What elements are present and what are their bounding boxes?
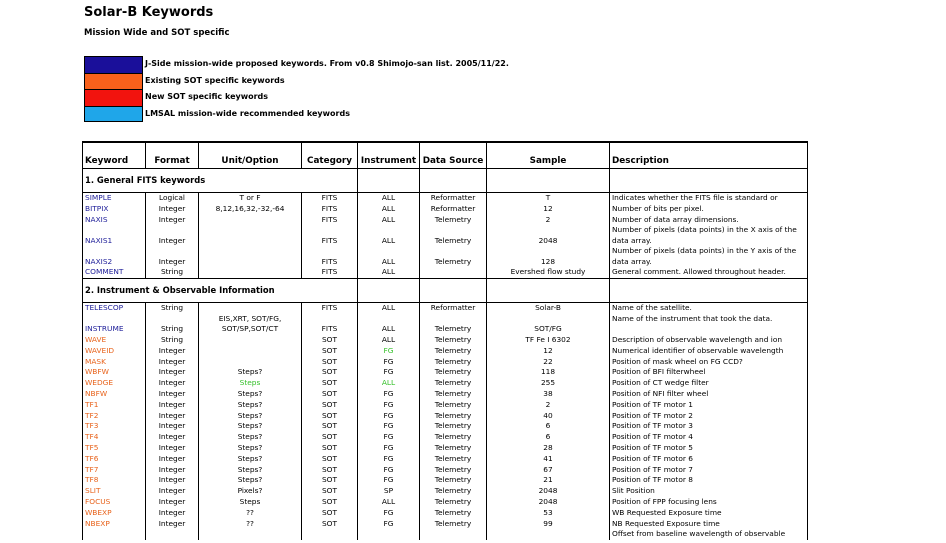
table-row <box>83 378 808 389</box>
sample-cell: Evershed flow study <box>487 267 610 278</box>
format-cell: Integer <box>146 215 199 226</box>
legend-item <box>84 89 714 106</box>
format-cell: String <box>146 335 199 346</box>
format-cell: Integer <box>146 367 199 378</box>
format-cell: Integer <box>146 486 199 497</box>
section-filler-cell <box>610 169 808 193</box>
sample-cell: 41 <box>487 454 610 465</box>
instrument-cell: ALL <box>358 378 420 389</box>
keyword-cell: TF6 <box>83 454 146 465</box>
source-cell: Telemetry <box>420 432 487 443</box>
category-cell: SOT <box>302 454 358 465</box>
instrument-cell: FG <box>358 357 420 368</box>
keyword-cell: NBEXP <box>83 519 146 530</box>
table-row <box>83 335 808 346</box>
instrument-cell: FG <box>358 508 420 519</box>
page-title: Solar-B Keywords <box>84 5 214 20</box>
description-cell: Position of TF motor 3 <box>610 421 808 432</box>
format-cell: Integer <box>146 400 199 411</box>
sample-cell: 2048 <box>487 486 610 497</box>
sample-cell: 38 <box>487 389 610 400</box>
column-header-category: Category <box>302 142 358 169</box>
instrument-cell <box>358 529 420 540</box>
description-cell: Numerical identifier of observable wavelength <box>610 346 808 357</box>
sample-cell: 40 <box>487 411 610 422</box>
sample-cell: 255 <box>487 378 610 389</box>
unit-cell: Steps? <box>199 411 302 422</box>
category-cell: SOT <box>302 421 358 432</box>
source-cell: Reformatter <box>420 204 487 215</box>
column-header-sample: Sample <box>487 142 610 169</box>
description-cell: Number of bits per pixel. <box>610 204 808 215</box>
keyword-cell: FOCUS <box>83 497 146 508</box>
sample-cell: 99 <box>487 519 610 530</box>
source-cell: Telemetry <box>420 508 487 519</box>
section-filler-cell <box>487 169 610 193</box>
sample-cell: 2 <box>487 215 610 226</box>
table-row <box>83 443 808 454</box>
table-row <box>83 432 808 443</box>
table-row <box>83 225 808 246</box>
source-cell: Telemetry <box>420 215 487 226</box>
source-cell: Telemetry <box>420 246 487 267</box>
section-header-row <box>83 279 808 303</box>
format-cell: Integer <box>146 497 199 508</box>
sample-cell: 67 <box>487 465 610 476</box>
source-cell: Telemetry <box>420 411 487 422</box>
sample-cell: 53 <box>487 508 610 519</box>
source-cell: Telemetry <box>420 335 487 346</box>
unit-cell: ?? <box>199 508 302 519</box>
section-filler-cell <box>358 279 420 303</box>
sample-cell: 2048 <box>487 225 610 246</box>
source-cell: Telemetry <box>420 314 487 335</box>
description-cell: Offset from baseline wavelength of observable <box>610 529 808 540</box>
unit-cell <box>199 215 302 226</box>
unit-cell: Steps <box>199 378 302 389</box>
legend-swatch <box>84 89 143 106</box>
page-subtitle: Mission Wide and SOT specific <box>84 28 230 38</box>
unit-cell <box>199 346 302 357</box>
unit-cell: Steps? <box>199 443 302 454</box>
unit-cell <box>199 225 302 246</box>
sample-cell: 2 <box>487 400 610 411</box>
format-cell: Integer <box>146 519 199 530</box>
format-cell: Integer <box>146 432 199 443</box>
source-cell: Telemetry <box>420 443 487 454</box>
keyword-cell: TF5 <box>83 443 146 454</box>
category-cell: SOT <box>302 443 358 454</box>
format-cell: Integer <box>146 346 199 357</box>
instrument-cell: FG <box>358 443 420 454</box>
format-cell: Integer <box>146 465 199 476</box>
category-cell: SOT <box>302 378 358 389</box>
unit-cell <box>199 335 302 346</box>
column-header-description: Description <box>610 142 808 169</box>
section-filler-cell <box>302 279 358 303</box>
instrument-cell: FG <box>358 400 420 411</box>
unit-cell: Steps? <box>199 454 302 465</box>
section-filler-cell <box>199 169 302 193</box>
unit-cell: Steps? <box>199 432 302 443</box>
source-cell: Telemetry <box>420 421 487 432</box>
sample-cell: 2048 <box>487 497 610 508</box>
source-cell <box>420 267 487 278</box>
sample-cell: 28 <box>487 443 610 454</box>
unit-cell <box>199 303 302 314</box>
description-cell: Position of mask wheel on FG CCD? <box>610 357 808 368</box>
instrument-cell: ALL <box>358 246 420 267</box>
unit-cell: Steps? <box>199 465 302 476</box>
description-cell: Number of data array dimensions. <box>610 215 808 226</box>
category-cell: FITS <box>302 225 358 246</box>
keyword-cell: NAXIS <box>83 215 146 226</box>
section-filler-cell <box>358 169 420 193</box>
instrument-cell: ALL <box>358 215 420 226</box>
description-cell: Position of TF motor 4 <box>610 432 808 443</box>
legend-item <box>84 106 714 123</box>
source-cell: Telemetry <box>420 225 487 246</box>
keyword-cell: MASK <box>83 357 146 368</box>
sample-cell: 6 <box>487 432 610 443</box>
unit-cell: T or F <box>199 193 302 204</box>
instrument-cell: ALL <box>358 225 420 246</box>
table-row <box>83 529 808 540</box>
column-header-unit: Unit/Option <box>199 142 302 169</box>
keyword-cell: TF8 <box>83 475 146 486</box>
instrument-cell: FG <box>358 346 420 357</box>
legend-item <box>84 73 714 90</box>
unit-cell <box>199 529 302 540</box>
instrument-cell: FG <box>358 519 420 530</box>
table-row <box>83 215 808 226</box>
instrument-cell: FG <box>358 454 420 465</box>
section-filler-cell <box>302 169 358 193</box>
sample-cell: 21 <box>487 475 610 486</box>
keyword-cell: WAVEID <box>83 346 146 357</box>
category-cell: FITS <box>302 215 358 226</box>
description-cell: Position of TF motor 7 <box>610 465 808 476</box>
section-filler-cell <box>487 279 610 303</box>
unit-cell: ?? <box>199 519 302 530</box>
column-header-format: Format <box>146 142 199 169</box>
description-cell: Position of TF motor 8 <box>610 475 808 486</box>
instrument-cell: FG <box>358 432 420 443</box>
category-cell: SOT <box>302 346 358 357</box>
category-cell: SOT <box>302 486 358 497</box>
sample-cell: SOT/FG <box>487 314 610 335</box>
keyword-cell: SLIT <box>83 486 146 497</box>
description-cell: General comment. Allowed throughout header. <box>610 267 808 278</box>
category-cell: FITS <box>302 267 358 278</box>
category-cell: SOT <box>302 411 358 422</box>
category-cell: SOT <box>302 357 358 368</box>
category-cell: SOT <box>302 465 358 476</box>
unit-cell: 8,12,16,32,-32,-64 <box>199 204 302 215</box>
format-cell: Integer <box>146 443 199 454</box>
keyword-cell: WBFW <box>83 367 146 378</box>
description-cell: Position of TF motor 5 <box>610 443 808 454</box>
column-header-instrument: Instrument <box>358 142 420 169</box>
keyword-cell: NAXIS1 <box>83 225 146 246</box>
table-row <box>83 357 808 368</box>
category-cell: SOT <box>302 432 358 443</box>
keyword-cell: TF7 <box>83 465 146 476</box>
table-row <box>83 497 808 508</box>
table-row <box>83 346 808 357</box>
format-cell: Integer <box>146 475 199 486</box>
description-cell: Name of the instrument that took the data. <box>610 314 808 335</box>
format-cell: Integer <box>146 508 199 519</box>
sample-cell: 12 <box>487 204 610 215</box>
source-cell: Reformatter <box>420 303 487 314</box>
format-cell: Integer <box>146 225 199 246</box>
table-body <box>83 169 808 541</box>
sample-cell: 6 <box>487 421 610 432</box>
source-cell: Telemetry <box>420 475 487 486</box>
description-cell: Description of observable wavelength and ion <box>610 335 808 346</box>
keyword-cell: TELESCOP <box>83 303 146 314</box>
instrument-cell: ALL <box>358 267 420 278</box>
table-row <box>83 400 808 411</box>
format-cell <box>146 529 199 540</box>
keyword-cell: TF2 <box>83 411 146 422</box>
description-cell: Position of TF motor 6 <box>610 454 808 465</box>
instrument-cell: ALL <box>358 497 420 508</box>
description-cell: Number of pixels (data points) in the Y axis of the data array. <box>610 246 808 267</box>
keywords-table <box>82 141 808 540</box>
unit-cell <box>199 246 302 267</box>
table-row <box>83 314 808 335</box>
color-legend <box>84 56 714 122</box>
table-row <box>83 411 808 422</box>
unit-cell: Steps? <box>199 367 302 378</box>
sample-cell: 118 <box>487 367 610 378</box>
keyword-cell: WEDGE <box>83 378 146 389</box>
table-row <box>83 454 808 465</box>
format-cell: Logical <box>146 193 199 204</box>
description-cell: Position of CT wedge filter <box>610 378 808 389</box>
table-row <box>83 204 808 215</box>
keyword-cell: WBEXP <box>83 508 146 519</box>
instrument-cell: SP <box>358 486 420 497</box>
source-cell: Telemetry <box>420 389 487 400</box>
instrument-cell: ALL <box>358 204 420 215</box>
keyword-cell: TF4 <box>83 432 146 443</box>
instrument-cell: ALL <box>358 335 420 346</box>
unit-cell: Steps <box>199 497 302 508</box>
source-cell: Telemetry <box>420 357 487 368</box>
source-cell: Telemetry <box>420 400 487 411</box>
legend-label: New SOT specific keywords <box>145 92 269 101</box>
description-cell: Number of pixels (data points) in the X axis of the data array. <box>610 225 808 246</box>
legend-swatch <box>84 73 143 90</box>
table-row <box>83 389 808 400</box>
keyword-cell: SIMPLE <box>83 193 146 204</box>
sample-cell <box>487 529 610 540</box>
table-row <box>83 267 808 278</box>
format-cell: Integer <box>146 411 199 422</box>
table-row <box>83 465 808 476</box>
table-row <box>83 246 808 267</box>
source-cell: Telemetry <box>420 367 487 378</box>
table-row <box>83 421 808 432</box>
source-cell: Telemetry <box>420 378 487 389</box>
category-cell: SOT <box>302 497 358 508</box>
section-filler-cell <box>420 169 487 193</box>
unit-cell: Steps? <box>199 475 302 486</box>
category-cell: SOT <box>302 400 358 411</box>
legend-label: Existing SOT specific keywords <box>145 75 285 85</box>
instrument-cell: FG <box>358 389 420 400</box>
source-cell: Telemetry <box>420 486 487 497</box>
unit-cell: Steps? <box>199 400 302 411</box>
unit-cell: Steps? <box>199 389 302 400</box>
instrument-cell: FG <box>358 421 420 432</box>
table-header-row <box>83 142 808 169</box>
sample-cell: TF Fe I 6302 <box>487 335 610 346</box>
category-cell: SOT <box>302 389 358 400</box>
description-cell: NB Requested Exposure time <box>610 519 808 530</box>
keyword-cell <box>83 529 146 540</box>
category-cell: SOT <box>302 475 358 486</box>
legend-swatch <box>84 106 143 123</box>
source-cell: Telemetry <box>420 346 487 357</box>
section-title: 1. General FITS keywords <box>83 169 146 193</box>
category-cell: FITS <box>302 246 358 267</box>
sample-cell: 12 <box>487 346 610 357</box>
instrument-cell: FG <box>358 475 420 486</box>
table-row <box>83 475 808 486</box>
unit-cell: Pixels? <box>199 486 302 497</box>
format-cell: Integer <box>146 246 199 267</box>
column-header-source: Data Source <box>420 142 487 169</box>
table-row <box>83 367 808 378</box>
sample-cell: 128 <box>487 246 610 267</box>
category-cell: FITS <box>302 204 358 215</box>
description-cell: Position of NFI filter wheel <box>610 389 808 400</box>
table-row <box>83 486 808 497</box>
table-row <box>83 508 808 519</box>
keyword-cell: INSTRUME <box>83 314 146 335</box>
description-cell: Position of TF motor 1 <box>610 400 808 411</box>
format-cell: Integer <box>146 378 199 389</box>
instrument-cell: ALL <box>358 303 420 314</box>
section-filler-cell <box>420 279 487 303</box>
section-title: 2. Instrument & Observable Information <box>83 279 146 303</box>
category-cell: FITS <box>302 193 358 204</box>
description-cell: Slit Position <box>610 486 808 497</box>
keyword-cell: WAVE <box>83 335 146 346</box>
table-row <box>83 303 808 314</box>
format-cell: Integer <box>146 389 199 400</box>
format-cell: Integer <box>146 421 199 432</box>
source-cell: Telemetry <box>420 497 487 508</box>
table-row <box>83 193 808 204</box>
category-cell: SOT <box>302 508 358 519</box>
sample-cell: 22 <box>487 357 610 368</box>
format-cell: Integer <box>146 454 199 465</box>
section-header-row <box>83 169 808 193</box>
format-cell: String <box>146 267 199 278</box>
legend-swatch <box>84 56 143 73</box>
category-cell: SOT <box>302 367 358 378</box>
description-cell: Position of BFI filterwheel <box>610 367 808 378</box>
instrument-cell: ALL <box>358 314 420 335</box>
keyword-cell: TF3 <box>83 421 146 432</box>
category-cell: FITS <box>302 314 358 335</box>
instrument-cell: FG <box>358 367 420 378</box>
description-cell: Name of the satellite. <box>610 303 808 314</box>
keyword-cell: TF1 <box>83 400 146 411</box>
sample-cell: T <box>487 193 610 204</box>
source-cell <box>420 529 487 540</box>
unit-cell: EIS,XRT, SOT/FG, SOT/SP,SOT/CT <box>199 314 302 335</box>
legend-label: LMSAL mission-wide recommended keywords <box>145 108 350 118</box>
description-cell: Position of FPP focusing lens <box>610 497 808 508</box>
instrument-cell: ALL <box>358 193 420 204</box>
source-cell: Telemetry <box>420 454 487 465</box>
format-cell: Integer <box>146 204 199 215</box>
category-cell: SOT <box>302 519 358 530</box>
sample-cell: Solar-B <box>487 303 610 314</box>
instrument-cell: FG <box>358 465 420 476</box>
unit-cell <box>199 357 302 368</box>
instrument-cell: FG <box>358 411 420 422</box>
category-cell: FITS <box>302 303 358 314</box>
description-cell: Position of TF motor 2 <box>610 411 808 422</box>
format-cell: String <box>146 314 199 335</box>
format-cell: String <box>146 303 199 314</box>
legend-label: J-Side mission-wide proposed keywords. From v0.8 Shimojo-san list. 2005/11/22. <box>145 59 509 68</box>
legend-item <box>84 56 714 73</box>
section-filler-cell <box>610 279 808 303</box>
unit-cell: Steps? <box>199 421 302 432</box>
keyword-cell: COMMENT <box>83 267 146 278</box>
table-row <box>83 519 808 530</box>
keyword-cell: BITPIX <box>83 204 146 215</box>
category-cell <box>302 529 358 540</box>
column-header-keyword: Keyword <box>83 142 146 169</box>
source-cell: Telemetry <box>420 519 487 530</box>
unit-cell <box>199 267 302 278</box>
category-cell: SOT <box>302 335 358 346</box>
format-cell: Integer <box>146 357 199 368</box>
keyword-cell: NBFW <box>83 389 146 400</box>
source-cell: Reformatter <box>420 193 487 204</box>
source-cell: Telemetry <box>420 465 487 476</box>
description-cell: Indicates whether the FITS file is standard or <box>610 193 808 204</box>
description-cell: WB Requested Exposure time <box>610 508 808 519</box>
keyword-cell: NAXIS2 <box>83 246 146 267</box>
